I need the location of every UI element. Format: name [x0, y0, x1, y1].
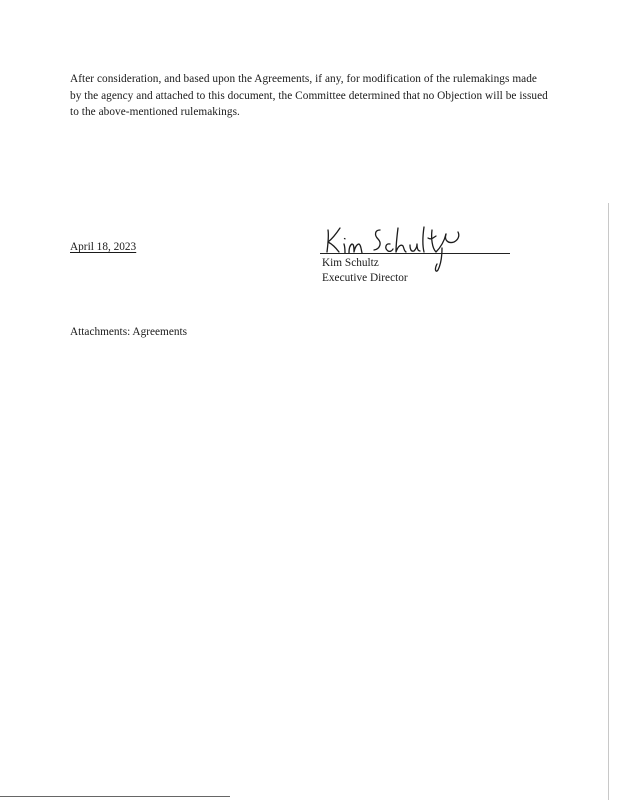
- attachments-note: Attachments: Agreements: [70, 326, 188, 338]
- scan-edge-line: [608, 203, 609, 800]
- determination-paragraph: After consideration, and based upon the Agreements, if any, for modification of the rulemakings made by the agency and attached to this document, the Committee determined that no Objection will be issued to the above-mentioned rulemakings.: [70, 73, 548, 118]
- signer-name: Kim Schultz: [322, 257, 379, 269]
- signature-date: April 18, 2023: [70, 241, 137, 253]
- signature-line: [320, 253, 510, 254]
- signer-title: Executive Director: [322, 272, 408, 284]
- bottom-rule: [0, 796, 230, 797]
